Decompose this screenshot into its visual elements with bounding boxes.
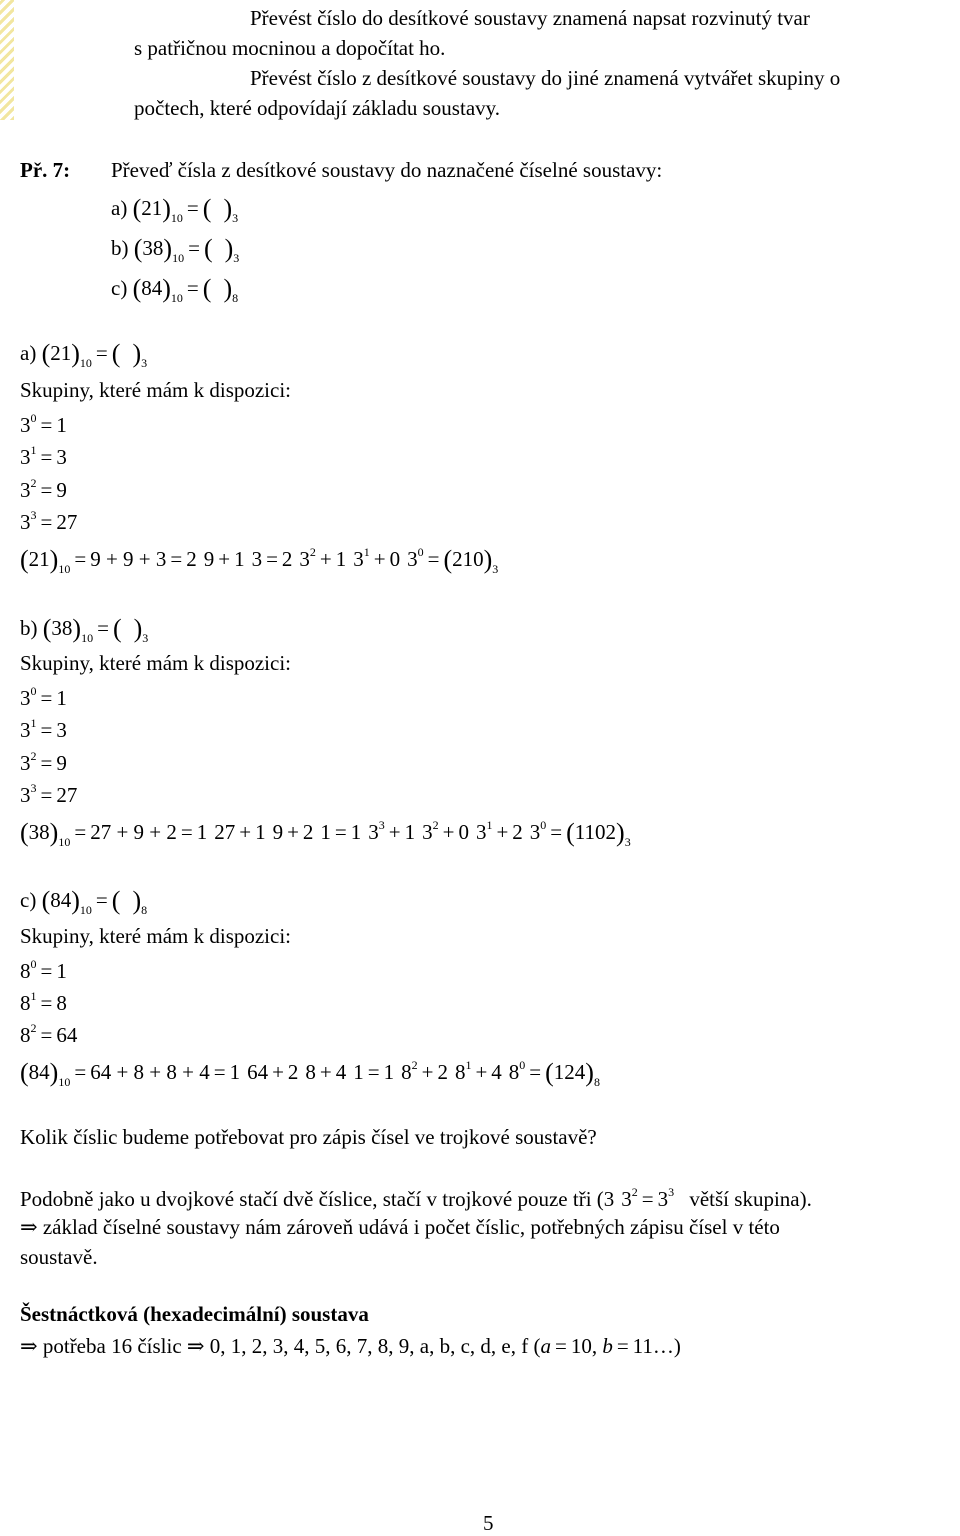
plus-sign: + [272,1060,284,1084]
number: 21 [141,196,163,220]
power-exp: 1 [30,989,37,1003]
equals-sign: = [40,751,53,775]
power-value: 27 [56,783,78,807]
group-sum: 9 + 9 + 3 [90,547,167,571]
number: 21 [28,547,50,571]
mult-term: 9 [272,820,284,844]
power-value: 8 [56,991,67,1015]
solution-header [20,888,147,917]
power-value: 9 [56,751,67,775]
open-paren: ( [132,274,142,303]
target-base: 3 [142,631,149,645]
open-paren: ( [20,1058,29,1087]
mult-term: 3 [251,547,263,571]
task-item [111,236,239,265]
source-base: 10 [79,903,92,917]
expansion-exp: 1 [465,1058,472,1072]
equals-sign: = [213,1060,226,1084]
result-number: 210 [452,547,484,571]
target-base: 8 [141,903,148,917]
equals-sign: = [40,510,53,534]
equals-sign: = [74,820,87,844]
close-paren: ) [162,194,171,223]
open-paren: ( [111,339,121,368]
expansion-coef: 2 [512,820,523,844]
power-row [20,749,67,776]
equals-sign: = [180,820,193,844]
equals-sign: = [550,820,563,844]
expansion-exp: 1 [363,545,370,559]
equals-sign: = [40,686,53,710]
equals-sign: = [188,236,200,260]
open-paren: ( [112,614,122,643]
implies-arrow-icon: ⇒ [20,1334,38,1358]
plus-sign: + [287,820,299,844]
number: 84 [141,276,163,300]
close-paren: ) [49,1058,59,1087]
open-paren: ( [202,274,212,303]
expansion-coef: 0 [389,547,401,571]
plus-sign: + [373,547,386,571]
derivation [20,1058,600,1089]
power-exp: 2 [30,749,37,763]
equals-sign: = [334,820,347,844]
equals-sign: = [367,1060,380,1084]
expansion-base: 8 [454,1060,466,1084]
expansion-exp: 3 [378,818,385,832]
solution-letter: b) [20,616,38,640]
close-paren: ) [132,886,142,915]
source-base: 10 [79,356,92,370]
expansion-base: 3 [529,820,541,844]
expansion-exp: 1 [486,818,493,832]
open-paren: ( [203,234,213,263]
open-paren: ( [20,545,29,574]
solution-header [20,341,147,370]
answer-line-1 [20,1185,812,1212]
answer-text-after: větší skupina). [689,1187,812,1211]
plus-sign: + [442,820,455,844]
result-number: 124 [553,1060,586,1084]
target-base: 3 [232,211,239,225]
plus-sign: + [319,1060,332,1084]
power-value: 1 [56,959,67,983]
solution-header [20,616,148,645]
power-base: 3 [20,510,31,534]
number: 21 [50,341,72,365]
equals-sign: = [95,888,108,912]
expansion-base: 3 [299,547,310,571]
expansion-exp: 2 [309,545,316,559]
equals-sign: = [74,1060,87,1084]
close-paren: ) [163,234,173,263]
number: 38 [142,236,164,260]
plus-sign: + [319,547,332,571]
mult-term: 1 [229,1060,241,1084]
expansion-coef: 0 [458,820,469,844]
mult-term: 2 [186,547,197,571]
equals-sign: = [40,991,53,1015]
expansion-base: 8 [508,1060,520,1084]
power-value: 9 [56,478,67,502]
mult-term: 1 [320,820,331,844]
power-row [20,508,77,535]
open-paren: ( [20,818,29,847]
power-exp: 2 [30,476,37,490]
groups-label: Skupiny, které mám k dispozici: [20,924,292,948]
group-sum: 27 + 9 + 2 [90,820,177,844]
equals-sign: = [186,276,199,300]
power-row [20,781,77,808]
source-base: 10 [170,291,183,305]
equals-sign: = [40,959,53,983]
source-base: 10 [172,251,185,265]
equals-sign: = [97,616,109,640]
intro-line-2: s patřičnou mocninou a dopočítat ho. [134,36,446,60]
close-paren: ) [133,614,143,643]
close-paren: ) [72,614,82,643]
answer-text-before: Podobně jako u dvojkové stačí dvě číslice, stačí v trojkové pouze tři ( [20,1187,604,1211]
target-base: 8 [232,291,239,305]
equals-sign: = [74,547,87,571]
task-letter: b) [111,236,129,260]
expansion-base: 3 [475,820,487,844]
open-paren: ( [42,614,52,643]
power-value: 1 [56,413,67,437]
target-base: 3 [233,251,240,265]
left-edge-decoration [0,0,14,120]
task-letter: c) [111,276,128,300]
plus-sign: + [421,1060,434,1084]
power-base: 3 [20,478,31,502]
expansion-coef: 1 [350,820,362,844]
equals-sign: = [186,196,199,220]
power-base: 3 [20,686,31,710]
power-value: 1 [56,686,67,710]
open-paren: ( [202,194,212,223]
result-base: 8 [593,1075,600,1089]
hex-example: (a = 10, b = 11…) [533,1334,681,1358]
power-exp: 0 [30,957,37,971]
mult-term: 1 [255,820,266,844]
number: 38 [51,616,73,640]
open-paren: ( [566,818,575,847]
power-row [20,957,67,984]
power-exp: 0 [30,411,37,425]
mult-term: 2 [302,820,314,844]
derivation [20,545,498,576]
plus-sign: + [218,547,231,571]
power-exp: 3 [30,781,37,795]
expansion-exp: 2 [432,818,439,832]
close-paren: ) [49,818,59,847]
page-number: 5 [483,1511,494,1535]
source-base: 10 [170,211,183,225]
close-paren: ) [585,1058,594,1087]
expansion-exp: 0 [417,545,424,559]
equals-sign: = [40,445,53,469]
close-paren: ) [483,545,493,574]
expansion-base: 3 [422,820,433,844]
result-base: 3 [624,835,631,849]
open-paren: ( [132,194,142,223]
power-base: 3 [20,718,31,742]
power-exp: 2 [30,1021,37,1035]
expansion-base: 8 [401,1060,412,1084]
open-paren: ( [545,1058,554,1087]
task-item [111,276,238,305]
mult-term: 27 [214,820,236,844]
close-paren: ) [162,274,171,303]
equals-sign: = [40,1023,53,1047]
expansion-exp: 0 [540,818,547,832]
mult-term: 8 [305,1060,316,1084]
hex-line: ⇒ potřeba 16 číslic ⇒ 0, 1, 2, 3, 4, 5, 6, 7, 8, 9, a, b, c, d, e, f (a = 10, b = 11…) [20,1334,681,1358]
intro-line-3: Převést číslo z desítkové soustavy do jiné znamená vytvářet skupiny o [250,66,841,90]
expansion-coef: 1 [335,547,347,571]
derivation [20,818,631,849]
power-row [20,443,67,470]
power-base: 8 [20,1023,31,1047]
close-paren: ) [616,818,625,847]
number: 84 [28,1060,50,1084]
example-task: Převeď čísla z desítkové soustavy do naznačené číselné soustavy: [111,158,663,182]
task-item [111,196,238,225]
source-base: 10 [58,835,71,849]
groups-label: Skupiny, které mám k dispozici: [20,651,292,675]
solution-letter: c) [20,888,37,912]
source-base: 10 [58,1075,71,1089]
equals-sign: = [95,341,108,365]
task-letter: a) [111,196,128,220]
hex-heading: Šestnáctková (hexadecimální) soustava [20,1302,369,1326]
expansion-base: 3 [368,820,379,844]
implies-arrow-icon: ⇒ [20,1215,38,1239]
implies-arrow-icon: ⇒ [186,1334,205,1358]
target-base: 3 [141,356,148,370]
plus-sign: + [496,820,509,844]
open-paren: ( [41,339,51,368]
close-paren: ) [223,274,233,303]
number: 84 [50,888,72,912]
expansion-exp: 2 [411,1058,418,1072]
hex-digits: 0, 1, 2, 3, 4, 5, 6, 7, 8, 9, a, b, c, d, e, f [209,1334,529,1358]
mult-term: 4 [335,1060,347,1084]
question: Kolik číslic budeme potřebovat pro zápis čísel ve trojkové soustavě? [20,1125,597,1149]
mult-term: 2 [287,1060,299,1084]
example-label: Př. 7: [20,158,71,182]
answer-math: 3 $3^2 = 3^3$ [603,1185,675,1211]
expansion-coef: 2 [437,1060,448,1084]
power-exp: 0 [30,684,37,698]
power-value: 3 [56,445,67,469]
mult-term: 1 [353,1060,364,1084]
answer-line-3: soustavě. [20,1245,98,1269]
mult-term: 9 [203,547,215,571]
solution-letter: a) [20,341,37,365]
expansion-base: 3 [353,547,364,571]
power-base: 3 [20,413,31,437]
open-paren: ( [133,234,143,263]
close-paren: ) [71,339,80,368]
equals-sign: = [427,547,440,571]
power-exp: 3 [30,508,37,522]
power-base: 8 [20,991,31,1015]
close-paren: ) [49,545,59,574]
plus-sign: + [388,820,401,844]
plus-sign: + [239,820,252,844]
close-paren: ) [223,194,233,223]
source-base: 10 [81,631,94,645]
power-exp: 1 [30,443,37,457]
intro-line-4: počtech, které odpovídají základu soustavy. [134,96,501,120]
expansion-exp: 0 [519,1058,526,1072]
equals-sign: = [40,413,53,437]
expansion-base: 3 [407,547,418,571]
mult-term: 64 [247,1060,269,1084]
equals-sign: = [40,783,53,807]
close-paren: ) [71,886,80,915]
mult-term: 1 [234,547,245,571]
power-value: 3 [56,718,67,742]
source-base: 10 [58,562,71,576]
result-base: 3 [492,562,499,576]
expansion-coef: 1 [383,1060,395,1084]
power-base: 3 [20,445,31,469]
power-value: 64 [56,1023,78,1047]
number: 38 [28,820,50,844]
power-value: 27 [56,510,78,534]
intro-line-1: Převést číslo do desítkové soustavy znamená napsat rozvinutý tvar [250,6,810,30]
expansion-coef: 1 [404,820,416,844]
plus-sign: + [475,1060,488,1084]
equals-sign: = [529,1060,542,1084]
groups-label: Skupiny, které mám k dispozici: [20,378,292,402]
equals-sign: = [170,547,183,571]
equals-sign: = [40,718,53,742]
expansion-coef: 2 [281,547,293,571]
group-sum: 64 + 8 + 8 + 4 [90,1060,210,1084]
expansion-coef: 4 [491,1060,502,1084]
power-row [20,989,67,1016]
power-row [20,1021,77,1048]
open-paren: ( [443,545,453,574]
open-paren: ( [111,886,121,915]
answer-line-2: ⇒ základ číselné soustavy nám zároveň udává i počet číslic, potřebných zápisu čísel v této [20,1215,780,1239]
power-base: 8 [20,959,31,983]
power-row [20,411,67,438]
close-paren: ) [132,339,142,368]
power-row [20,716,67,743]
power-base: 3 [20,751,31,775]
equals-sign: = [266,547,278,571]
close-paren: ) [224,234,234,263]
equals-sign: = [40,478,53,502]
mult-term: 1 [196,820,208,844]
power-row [20,476,67,503]
power-base: 3 [20,783,31,807]
open-paren: ( [41,886,51,915]
result-number: 1102 [574,820,617,844]
power-row [20,684,67,711]
power-exp: 1 [30,716,37,730]
